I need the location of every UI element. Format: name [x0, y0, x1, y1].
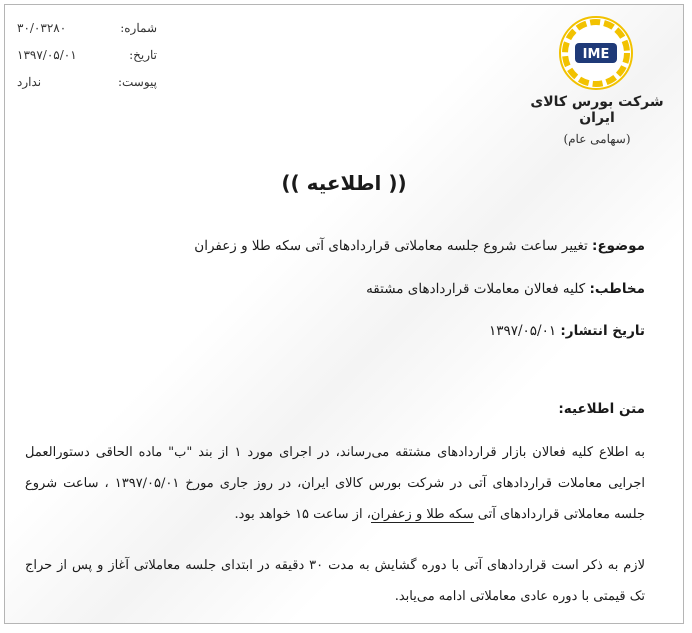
publish-date-text: ۱۳۹۷/۰۵/۰۱ — [489, 323, 561, 339]
letter-meta — [17, 15, 157, 96]
paragraph1-underlined: سکه طلا و زعفران — [370, 507, 474, 522]
publish-date-label: تاریخ انتشار: — [560, 323, 645, 339]
letter-attachment-label: پیوست: — [117, 75, 157, 89]
paragraph1-part2: ، از ساعت ۱۵ خواهد بود. — [234, 507, 371, 522]
audience-text: کلیه فعالان معاملات قراردادهای مشتقه — [366, 281, 590, 297]
subject-text: تغییر ساعت شروع جلسه معاملاتی قراردادهای آتی سکه طلا و زعفران — [194, 238, 593, 254]
audience-label: مخاطب: — [589, 281, 645, 297]
letter-attachment-row — [17, 69, 157, 96]
letter-date-value: ۱۳۹۷/۰۵/۰۱ — [17, 48, 77, 62]
subject-label: موضوع: — [592, 238, 645, 254]
letter-date-row — [17, 42, 157, 69]
audience-line — [25, 281, 645, 297]
paragraph1-part1: به اطلاع کلیه فعالان بازار قراردادهای مشتقه می‌رساند، در اجرای مورد ۱ از بند "ب" ماده الحاقی دستورالعمل اجرایی معاملات قراردادهای آتی در شرکت بورس کالای ایران، در روز جاری مورخ ۱۳۹۷/۰۵/۰۱ ، ساعت شروع جلسه معاملاتی قراردادهای آتی — [25, 445, 645, 522]
letter-attachment-value: ندارد — [17, 75, 42, 89]
company-name: شرکت بورس کالای ایران — [530, 94, 664, 126]
body-heading-label: متن اطلاعیه: — [558, 401, 645, 417]
publish-date-line — [25, 323, 645, 339]
body-heading — [25, 401, 645, 417]
body-paragraph-2: لازم به ذکر است قراردادهای آتی با دوره گشایش به مدت ۳۰ دقیقه در ابتدای جلسه معاملاتی آغاز و پس از حراج تک قیمتی با دوره عادی معاملاتی ادامه می‌یابد. — [25, 558, 646, 604]
company-block — [527, 94, 667, 146]
letter-number-value: ۳۰/۰۳۲۸۰ — [17, 21, 67, 35]
letter-number-label: شماره: — [120, 21, 157, 35]
body-paragraph-1 — [25, 437, 645, 530]
document-page — [4, 4, 684, 624]
letter-date-label: تاریخ: — [129, 48, 157, 62]
company-subtitle: (سهامی عام) — [563, 132, 631, 146]
logo-text: IME — [582, 47, 610, 62]
subject-line — [25, 238, 645, 254]
announcement-title: (( اطلاعیه )) — [281, 171, 407, 195]
letter-number-row — [17, 15, 157, 42]
company-logo — [558, 15, 634, 91]
